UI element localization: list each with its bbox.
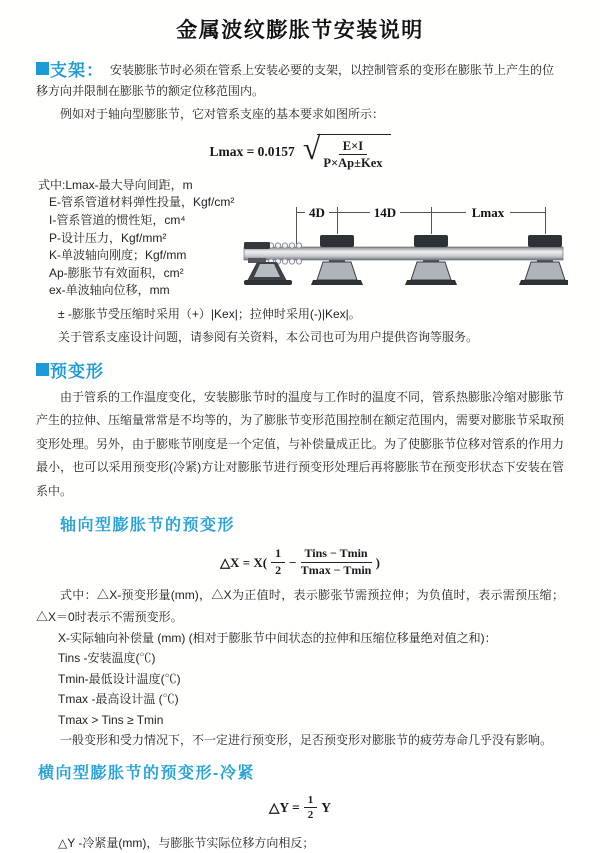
delta-x-explanation: 式中：△X-预变形量(mm)，△X为正值时，表示膨张节需预拉伸；为负值时，表示需预压缩；△X＝0时表示不需预变形。 (36, 587, 564, 624)
temp-fraction-numerator: Tins − Tmin (301, 547, 372, 563)
formula-delta-x (0, 547, 600, 578)
x-definition-line: X-实际轴向补偿量 (mm) (相对于膨胀节中间状态的拉伸和压缩位移量绝对值之和)： (58, 630, 497, 645)
sqrt-body (317, 134, 390, 171)
def-line: P-设计压力，Kgf/mm² (49, 230, 167, 245)
section-support-title: 支架： (50, 61, 104, 80)
sqrt-sign-icon: √ (302, 130, 321, 166)
formula-delta-y-lhs: △Y = (269, 799, 300, 815)
def-line: K-单波轴向刚度；Kgf/mm (49, 248, 187, 263)
predeform-paragraph: 由于管系的工作温度变化，安装膨胀节时的温度与工作时的温度不同，管系热膨胀冷缩对膨胀节产生的拉伸、压缩量常常是不均等的，为了膨胀节变形范围控制在额定范围内，需要对膨胀节采取预变形处理。另外，由于膨账节刚度是一个定值，与补偿量成正比。为了使膨胀节位移对管系的作用力最小，也可以采用预变形(冷紧)方让对膨胀节进行预变形处理后再将膨胀节在预变形状态下安装在管系中。 (36, 389, 565, 498)
support-example-line: 例如对于轴向型膨胀节，它对管系支座的基本要求如图所示： (60, 107, 385, 121)
dimension-label-lmax: Lmax (471, 204, 505, 220)
def-line: Ap-膨胀节有效面积，cm² (49, 265, 184, 280)
axial-note-line: 一般变形和受力情况下，不一定进行预变形，足否预变形对膨胀节的疲劳寿命几乎没有影响。 (60, 733, 553, 748)
fraction-numerator: E×I (339, 139, 367, 155)
plusminus-note-line: ± -膨胀节受压缩时采用（+）|Kex|；拉伸时采用(-)|Kex|。 (58, 306, 361, 321)
dimension-label-4d: 4D (309, 204, 325, 220)
sqrt-radical (302, 130, 391, 171)
half-numerator: 1 (304, 794, 318, 809)
def-line: ex-单波轴向位移，mm (49, 283, 170, 298)
tmax-line: Tmax -最高设计温 (℃) (58, 692, 179, 707)
section-predeform-title: 预变形 (50, 361, 104, 381)
half-fraction (271, 547, 285, 578)
half-numerator: 1 (271, 547, 285, 563)
half-denominator: 2 (275, 563, 282, 578)
support-service-note: 关于管系支座设计问题，请参阅有关资料，本公司也可为用户提供咨询等服务。 (58, 330, 479, 345)
page-title: 金属波纹膨胀节安装说明 (176, 19, 424, 42)
definitions-and-diagram (38, 177, 600, 301)
temp-inequality-line: Tmax > Tins ≥ Tmin (58, 712, 164, 727)
lateral-predeform-title: 横向型膨胀节的预变形-冷紧 (38, 764, 255, 782)
formula-lmax-lhs: Lmax = 0.0157 (209, 144, 295, 160)
temperature-fraction (301, 547, 372, 578)
support-paragraph: 安装膨胀节时必须在管系上安装必要的支架，以控制管系的变形在膨胀节上产生的位移方向并限制在膨胀节的额定位移范围内。 (36, 63, 555, 98)
half-fraction (304, 794, 318, 822)
section-marker-icon (36, 363, 49, 376)
minus-sign: − (289, 554, 297, 570)
formula-delta-y (0, 794, 600, 822)
formula-lmax (0, 130, 600, 171)
right-paren: ) (375, 554, 380, 570)
pipe-support-diagram (244, 204, 568, 300)
section-predeform (36, 361, 564, 382)
fraction-denominator: P×Ap±Kex (323, 156, 383, 171)
def-line: E-管系管道材料弹性投量，Kgf/cm² (49, 195, 235, 210)
half-denominator: 2 (307, 809, 314, 822)
axial-predeform-title: 轴向型膨胀节的预变形 (60, 517, 236, 535)
def-line: I-管系管道的惯性矩，cm⁴ (49, 212, 186, 227)
formula-delta-y-rhs: Y (321, 799, 331, 815)
section-support (36, 60, 564, 102)
tmin-line: Tmin-最低设计温度(℃) (58, 671, 181, 686)
formula-delta-x-lhs: △X = X( (220, 554, 268, 570)
temp-fraction-denominator: Tmax − Tmin (300, 563, 372, 578)
formula-lmax-fraction (323, 139, 382, 171)
pipe (244, 247, 563, 260)
def-line: 式中:Lmax-最大导向间距，m (38, 177, 193, 192)
tins-line: Tins -安装温度(℃) (58, 651, 156, 666)
delta-y-note-line: △Y -冷紧量(mm)，与膨胀节实际位移方向相反； (58, 836, 315, 851)
dimension-label-14d: 14D (373, 204, 397, 220)
section-marker-icon (36, 62, 49, 75)
